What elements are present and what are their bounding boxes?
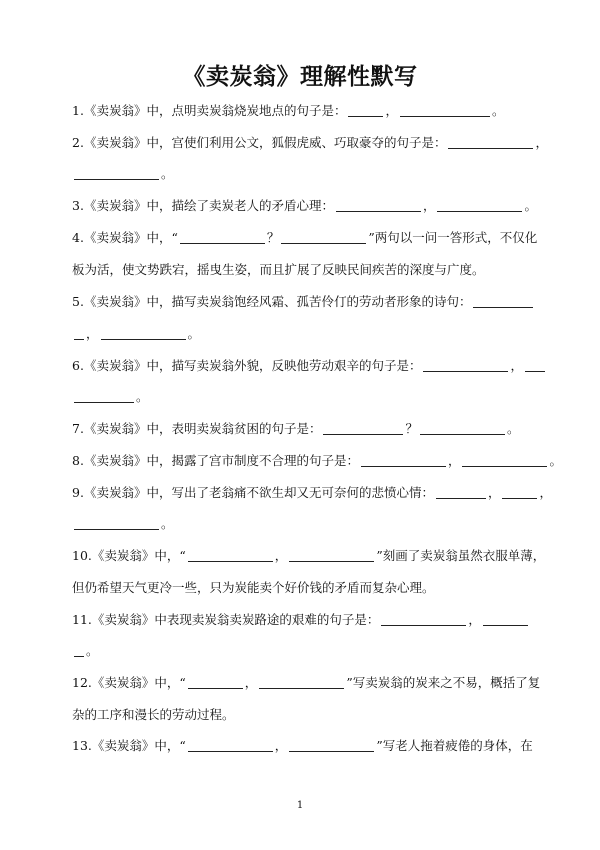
question-5 (72, 294, 532, 310)
q10-blank-1[interactable] (188, 548, 273, 562)
q8-period: 。 (549, 453, 562, 468)
q11-period: 。 (86, 643, 99, 658)
q8-number: 8. (72, 453, 84, 468)
q3-blank-2[interactable] (437, 198, 522, 212)
q2-number: 2. (72, 135, 84, 150)
q10-blank-2[interactable] (289, 548, 374, 562)
question-6 (72, 358, 532, 374)
q13-text: 中，“ (154, 738, 186, 753)
q6-blank-1[interactable] (423, 358, 508, 372)
q12-blank-2[interactable] (259, 675, 344, 689)
question-9 (72, 485, 552, 501)
q12-after: ”写卖炭翁的炭来之不易，概括了复 (346, 675, 541, 690)
q12-book: 《卖炭翁》 (91, 675, 155, 690)
q2-period: 。 (161, 166, 174, 181)
q12-blank-1[interactable] (188, 675, 243, 689)
question-8 (72, 453, 562, 469)
question-3 (72, 198, 537, 214)
q10-text: 中，“ (154, 548, 186, 563)
q11-blank-1[interactable] (381, 612, 466, 626)
question-2-cont (72, 166, 532, 182)
q6-comma: ， (510, 358, 523, 373)
q12-comma: ， (244, 675, 258, 690)
q7-number: 7. (72, 421, 84, 436)
q10-comma: ， (274, 548, 288, 563)
q2-book: 《卖炭翁》 (83, 135, 147, 150)
q6-text: 中，描写卖炭翁外貌，反映他劳动艰辛的句子是： (146, 358, 422, 373)
q9-blank-1[interactable] (436, 485, 486, 499)
question-12-cont (72, 707, 532, 723)
q8-text: 中，揭露了宫市制度不合理的句子是： (146, 453, 359, 468)
q8-comma: ， (447, 453, 461, 468)
question-11 (72, 612, 532, 628)
q13-blank-2[interactable] (289, 738, 374, 752)
q11-comma: ， (468, 612, 481, 627)
q4-after: ”两句以一问一答形式，不仅化 (368, 230, 538, 245)
q9-blank-3[interactable] (74, 516, 159, 530)
q8-blank-2[interactable] (462, 453, 547, 467)
question-4 (72, 230, 538, 246)
q6-number: 6. (72, 358, 84, 373)
question-11-cont (72, 643, 532, 659)
q4-blank-2[interactable] (281, 230, 366, 244)
q6-period: 。 (136, 389, 149, 404)
q5-number: 5. (72, 294, 84, 309)
q4-book: 《卖炭翁》 (83, 230, 147, 245)
q9-book: 《卖炭翁》 (83, 485, 147, 500)
q10-number: 10. (72, 548, 92, 563)
q5-period: 。 (187, 326, 201, 341)
q10-after: ”刻画了卖炭翁虽然衣服单薄， (376, 548, 546, 563)
q3-period: 。 (524, 198, 537, 213)
q3-comma: ， (422, 198, 436, 213)
q4-number: 4. (72, 230, 84, 245)
q2-blank-1[interactable] (448, 135, 533, 149)
q7-mid: ？ (405, 421, 418, 436)
q7-blank-2[interactable] (420, 421, 505, 435)
q5-text: 中，描写卖炭翁饱经风霜、孤苦伶仃的劳动者形象的诗句： (146, 294, 472, 309)
q4-blank-1[interactable] (180, 230, 265, 244)
q12-cont: 杂的工序和漫长的劳动过程。 (72, 707, 235, 722)
q11-blank-2[interactable] (483, 612, 528, 626)
q9-comma-1: ， (487, 485, 501, 500)
question-5-cont (72, 326, 532, 342)
q9-blank-2[interactable] (502, 485, 537, 499)
q3-blank-1[interactable] (336, 198, 421, 212)
question-7 (72, 421, 532, 437)
q10-cont: 但仍希望天气更冷一些，只为炭能卖个好价钱的矛盾而复杂心理。 (72, 580, 435, 595)
q1-text: 中，点明卖炭翁烧炭地点的句子是： (146, 103, 347, 118)
q1-book: 《卖炭翁》 (83, 103, 147, 118)
q5-book: 《卖炭翁》 (83, 294, 147, 309)
page-title: 《卖炭翁》理解性默写 (182, 64, 418, 90)
question-12 (72, 675, 541, 691)
q6-blank-2-cont[interactable] (74, 389, 134, 403)
q8-book: 《卖炭翁》 (83, 453, 147, 468)
q6-book: 《卖炭翁》 (83, 358, 147, 373)
q2-text: 中，宫使们利用公文，狐假虎威、巧取豪夺的句子是： (146, 135, 447, 150)
q9-comma-2: ， (539, 485, 552, 500)
q1-comma: ， (385, 103, 398, 118)
q6-blank-2[interactable] (525, 358, 545, 372)
q12-text: 中，“ (154, 675, 186, 690)
q3-book: 《卖炭翁》 (83, 198, 147, 213)
q1-blank-1[interactable] (348, 103, 383, 117)
q3-number: 3. (72, 198, 84, 213)
q13-comma: ， (274, 738, 288, 753)
question-2 (72, 135, 548, 151)
q2-comma: ， (535, 135, 548, 150)
q13-book: 《卖炭翁》 (91, 738, 155, 753)
q13-after: ”写老人拖着疲倦的身体，在 (376, 738, 533, 753)
q12-number: 12. (72, 675, 92, 690)
q7-book: 《卖炭翁》 (83, 421, 147, 436)
q7-period: 。 (506, 421, 520, 436)
question-9-cont (72, 516, 532, 532)
q4-cont: 板为活，使文势跌宕，摇曳生姿，而且扩展了反映民间疾苦的深度与广度。 (72, 262, 485, 277)
q3-text: 中，描绘了卖炭老人的矛盾心理： (146, 198, 334, 213)
q9-number: 9. (72, 485, 84, 500)
question-13 (72, 738, 532, 754)
page-number: 1 (296, 800, 304, 811)
q11-number: 11. (72, 612, 92, 627)
q5-blank-2[interactable] (101, 326, 186, 340)
q1-number: 1. (72, 103, 84, 118)
q2-blank-2[interactable] (74, 166, 159, 180)
question-1 (72, 103, 532, 119)
q9-text: 中，写出了老翁痛不欲生却又无可奈何的悲愤心情： (146, 485, 434, 500)
q5-blank-1-cont[interactable] (74, 326, 84, 340)
q1-period: 。 (491, 103, 505, 118)
question-10-cont (72, 580, 532, 596)
q7-text: 中，表明卖炭翁贫困的句子是： (146, 421, 322, 436)
q11-text: 中表现卖炭翁卖炭路途的艰难的句子是： (154, 612, 380, 627)
question-10 (72, 548, 546, 564)
q1-blank-2[interactable] (400, 103, 490, 117)
q4-mid: ？ (266, 230, 280, 245)
q5-comma: ， (86, 326, 99, 341)
question-6-cont (72, 389, 532, 405)
question-4-cont (72, 262, 532, 278)
q13-blank-1[interactable] (188, 738, 273, 752)
q4-text: 中，“ (146, 230, 178, 245)
q5-blank-1[interactable] (473, 294, 533, 308)
q11-book: 《卖炭翁》 (91, 612, 155, 627)
q13-number: 13. (72, 738, 92, 753)
q10-book: 《卖炭翁》 (91, 548, 155, 563)
q9-period: 。 (161, 516, 174, 531)
q7-blank-1[interactable] (323, 421, 403, 435)
q11-blank-2-cont[interactable] (74, 643, 84, 657)
q8-blank-1[interactable] (361, 453, 446, 467)
